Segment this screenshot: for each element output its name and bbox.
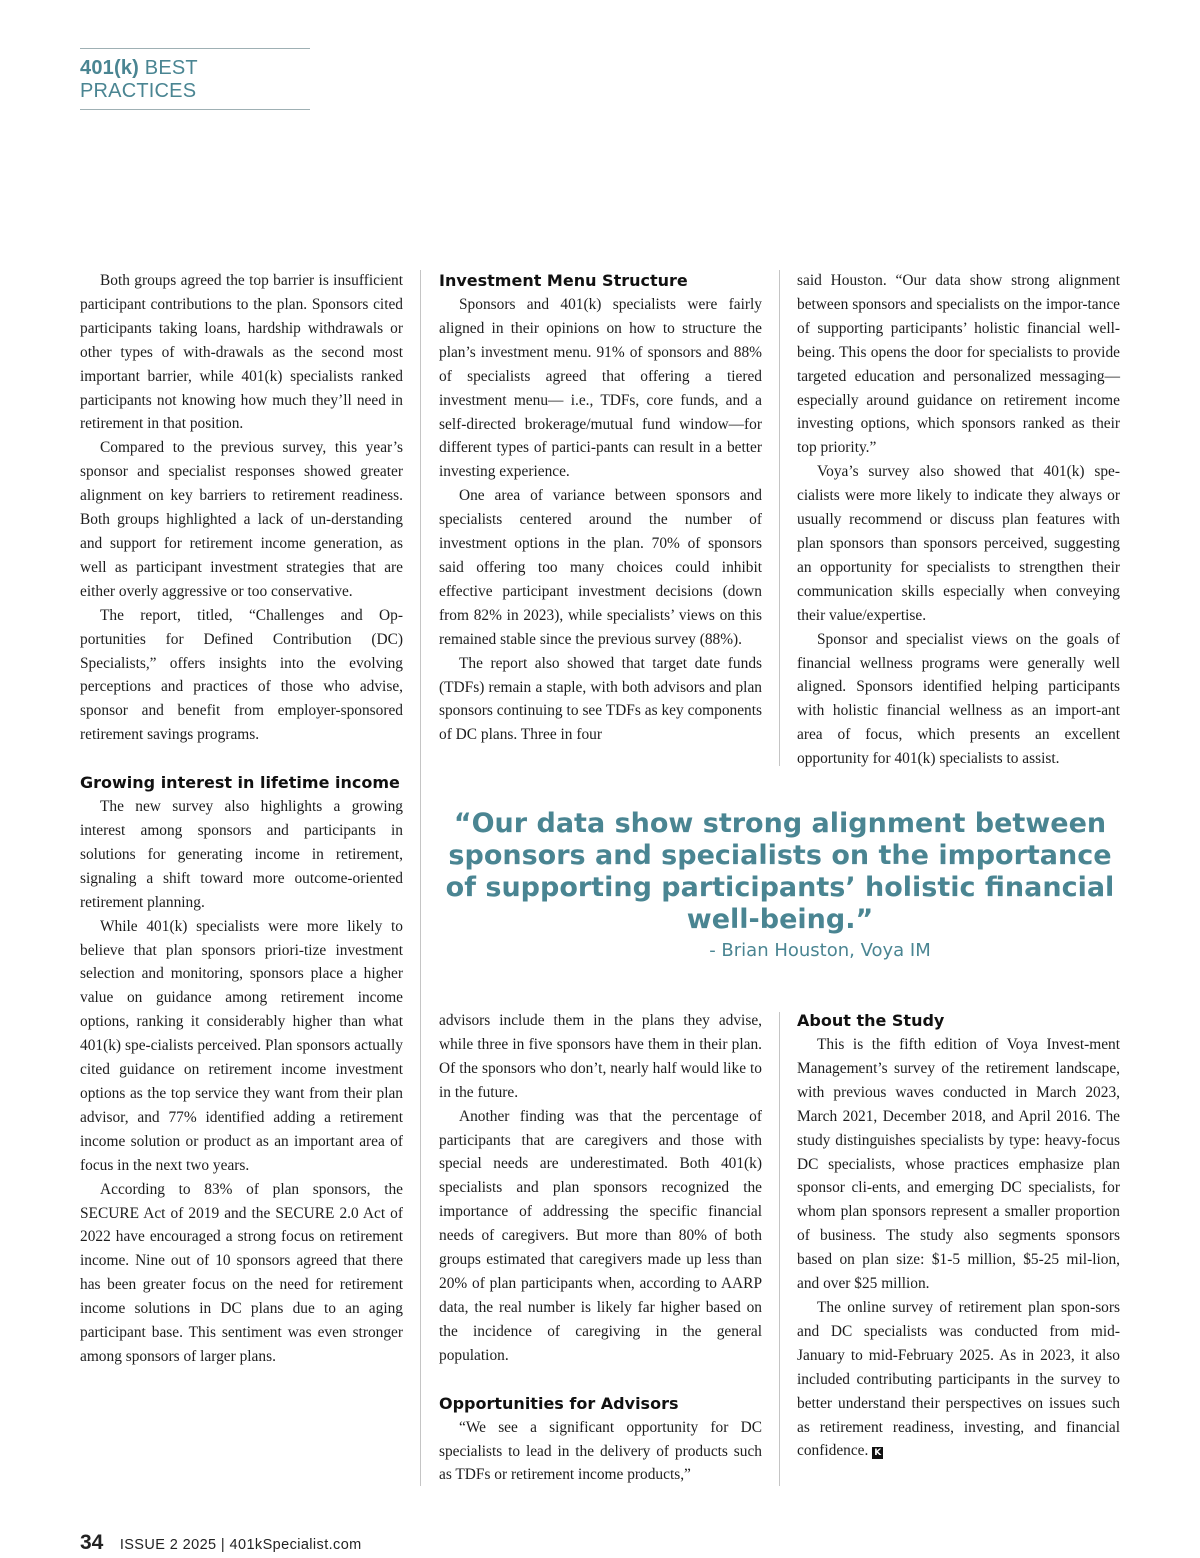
- paragraph: said Houston. “Our data show strong alignment between sponsors and specialists on the impor-tance of supporting participants’ holistic financial well-being. This opens the door for specialists to provide targeted education and personalized messaging—especially around guidance on retirement income investing options, which sponsors ranked as their top priority.”: [797, 272, 1120, 457]
- paragraph: Both groups agreed the top barrier is insufficient participant contributions to the plan. Sponsors cited participants taking loans, hardship withdrawals or other types of with-drawals as the second most important barrier, while 401(k) specialists ranked participants not knowing how much they’ll need in retirement in that position.: [80, 272, 403, 433]
- section-header-bold: 401(k): [80, 57, 140, 79]
- section-header: [80, 48, 310, 110]
- paragraph: Sponsors and 401(k) specialists were fairly aligned in their opinions on how to structure the plan’s investment menu. 91% of sponsors and 88% of specialists agreed that offering a tiered investment menu— i.e., TDFs, core funds, and a self-directed brokerage/mutual fund window—for different types of partici-pants can result in a better investing experience.: [439, 296, 762, 481]
- section-heading-investment-menu: Investment Menu Structure: [439, 271, 688, 290]
- page-number: 34: [80, 1531, 104, 1554]
- section-heading-opportunities: Opportunities for Advisors: [439, 1393, 679, 1413]
- pull-quote-attribution: - Brian Houston, Voya IM: [709, 940, 931, 961]
- paragraph: According to 83% of plan sponsors, the SECURE Act of 2019 and the SECURE 2.0 Act of 2022 have encouraged a strong focus on retirement income. Nine out of 10 sponsors agreed that there has been greater focus on the need for retirement income solutions in DC plans due to an aging participant base. This sentiment was even stronger among sponsors of larger plans.: [80, 1180, 403, 1365]
- column-3-bottom: [797, 1009, 1120, 1463]
- section-heading-lifetime-income: Growing interest in lifetime income: [80, 773, 400, 793]
- paragraph: One area of variance between sponsors and specialists centered around the number of investment options in the plan. 70% of sponsors said offering too many choices could inhibit effective participant investment decisions (down from 82% in 2023), while specialists’ views on this remained stable since the previous survey (88%).: [439, 487, 762, 648]
- column-1: [80, 269, 403, 1369]
- column-3-top: [797, 269, 1120, 771]
- section-header-title: BEST PRACTICES: [80, 57, 198, 102]
- column-divider: [779, 1012, 780, 1486]
- paragraph: Another finding was that the percentage of participants that are caregivers and those with special needs are underestimated. Both 401(k) specialists and plan sponsors recognized the importance of addressing the specific financial needs of caregivers. But more than 80% of both groups estimated that caregivers made up less than 20% of plan participants when, according to AARP data, the real number is likely far higher based on the incidence of caregiving in the general population.: [439, 1107, 762, 1364]
- column-2-top: [439, 269, 762, 747]
- paragraph: The new survey also highlights a growing interest among sponsors and participants in solutions for generating income in retirement, signaling a shift toward more outcome-oriented retirement planning.: [80, 798, 403, 911]
- section-heading-about-study: About the Study: [797, 1011, 945, 1030]
- paragraph: While 401(k) specialists were more likely to believe that plan sponsors priori-tize investment selection and monitoring, sponsors place a higher value on guidance among retirement income options, ranking it considerably higher than what 401(k) spe-cialists perceived. Plan sponsors actually cited guidance on retirement income investment options as the top service they want from their plan advisor, and 77% identified adding a retirement income solution or product as an important area of focus in the next two years.: [80, 917, 403, 1174]
- paragraph: The report, titled, “Challenges and Op-portunities for Defined Contribution (DC) Specialists,” offers insights into the evolving perceptions and practices of those who advise, sponsor and benefit from employer-sponsored retirement savings programs.: [80, 606, 403, 744]
- pull-quote-text: “Our data show strong alignment between sponsors and specialists on the importance of supporting participants’ holistic financial well-being.”: [445, 808, 1115, 935]
- page-footer: [80, 1531, 362, 1555]
- issue-info: ISSUE 2 2025 | 401kSpecialist.com: [119, 1537, 362, 1553]
- paragraph: This is the fifth edition of Voya Invest-ment Management’s survey of the retirement landscape, with previous waves conducted in March 2023, March 2021, December 2018, and April 2016. The study distinguishes specialists by type: heavy-focus DC specialists, whose practices emphasize plan sponsor cli-ents, and emerging DC specialists, for whom plan sponsors represent a smaller proportion of business. The study also segments sponsors based on plan size: $1-5 million, $5-25 mil-lion, and over $25 million.: [797, 1036, 1120, 1293]
- paragraph: “We see a significant opportunity for DC specialists to lead in the delivery of products such as TDFs or retirement income products,”: [439, 1418, 762, 1484]
- pull-quote: [440, 808, 1120, 964]
- paragraph: Compared to the previous survey, this year’s sponsor and specialist responses showed greater alignment on key barriers to retirement readiness. Both groups highlighted a lack of un-derstanding and support for retirement income generation, as well as participant investment strategies that are either overly aggressive or too conservative.: [80, 439, 403, 600]
- end-mark-icon: K: [872, 1447, 883, 1459]
- column-2-bottom: [439, 1009, 762, 1487]
- paragraph: [797, 1296, 1120, 1463]
- paragraph: advisors include them in the plans they advise, while three in five sponsors have them in their plan. Of the sponsors who don’t, nearly half would like to in the future.: [439, 1012, 762, 1101]
- paragraph: The report also showed that target date funds (TDFs) remain a staple, with both advisors and plan sponsors continuing to see TDFs as key components of DC plans. Three in four: [439, 654, 762, 744]
- paragraph-text: The online survey of retirement plan spon-sors and DC specialists was conducted from mid-January to mid-February 2025. As in 2023, it also included contributing participants in the survey to better understand their perspectives on issues such as retirement readiness, investing, and financial confidence.: [797, 1298, 1120, 1460]
- paragraph: Sponsor and specialist views on the goals of financial wellness programs were generally well aligned. Sponsors identified helping participants with holistic financial wellness as an import-ant area of focus, which presents an excellent opportunity for 401(k) specialists to assist.: [797, 630, 1120, 768]
- paragraph: Voya’s survey also showed that 401(k) spe-cialists were more likely to indicate they always or usually recommend or discuss plan features with plan sponsors than sponsors perceived, suggesting an opportunity for specialists to strengthen their communication skills especially when conveying their value/expertise.: [797, 463, 1120, 624]
- column-divider: [779, 270, 780, 766]
- column-divider: [420, 270, 421, 1486]
